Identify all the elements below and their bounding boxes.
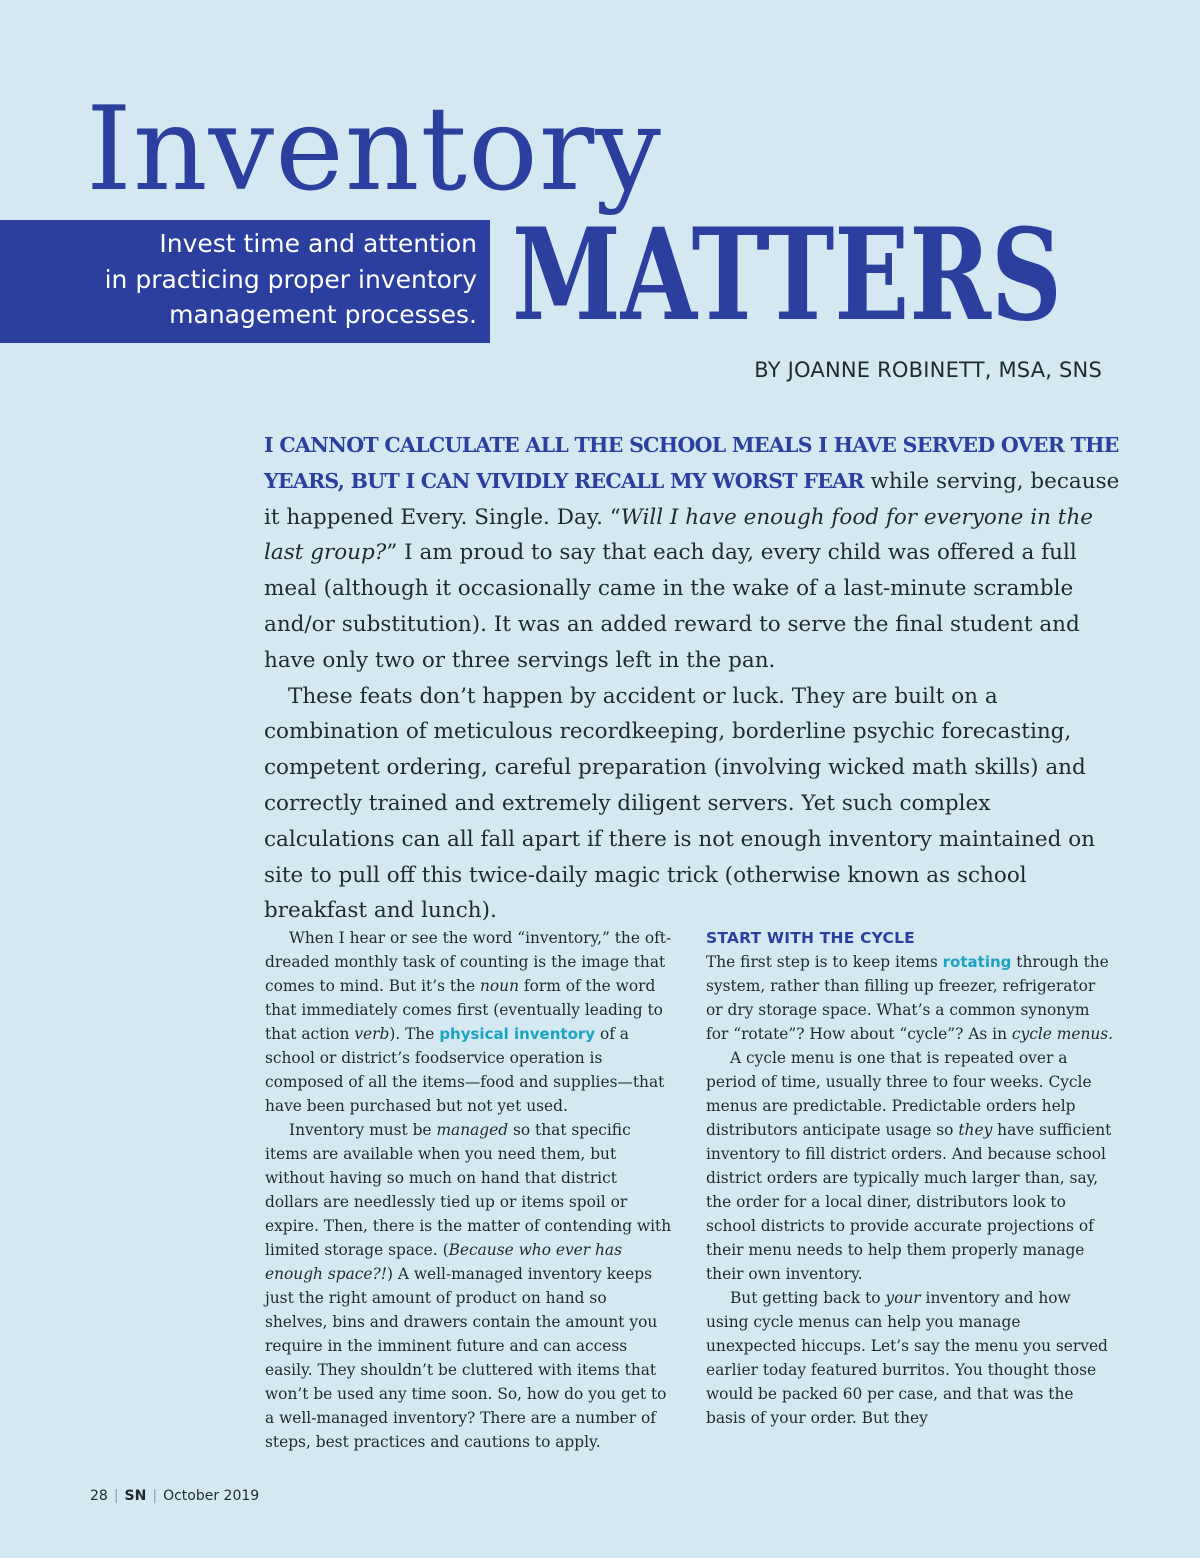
title-inventory: Inventory — [86, 82, 662, 217]
text-italic: they — [958, 1121, 993, 1139]
text-run: ) A well-managed inventory keeps just the right amount of product on hand so shelves, bins and drawers contain the amount you require in the imminent future and can access easily. They shouldn’t be cluttered with items that won’t be used any time soon. So, how do you get to a well-managed inventory? There are a number of steps, best practices and cautions to apply. — [265, 1265, 667, 1451]
lead-paragraph: These feats don’t happen by accident or luck. They are built on a combination of meticulous recordkeeping, borderline psychic forecasting, competent ordering, careful preparation (involving wicked math skills) and correctly trained and extremely diligent servers. Yet such complex calculations can all fall apart if there is not enough inventory maintained on site to pull off this twice-daily magic trick (otherwise known as school breakfast and lunch). — [264, 683, 1095, 924]
text-run: When I hear or see the word “inventory,” the oft-dreaded monthly task of counting is the image that comes to mind. But it’s the — [265, 929, 672, 995]
text-run: have sufficient inventory to fill district orders. And because school district orders are typically much larger than, say, the order for a local diner, distributors look to school districts to provide accurate projections of their menu needs to help them properly manage their own inventory. — [706, 1121, 1112, 1283]
text-italic: your — [885, 1289, 921, 1307]
deck-line: Invest time and attention — [159, 229, 477, 258]
body-paragraph — [706, 1046, 1114, 1286]
text-run: Inventory must be — [289, 1121, 437, 1139]
lead-paragraph — [264, 428, 1124, 679]
text-italic: managed — [436, 1121, 509, 1139]
text-italic: noun — [479, 977, 519, 995]
text-run: through the system, rather than filling up freezer, refrigerator or dry storage space. What’s a common synonym for “rotate”? How about “cycle”? As in — [706, 953, 1109, 1043]
keyword-rotating: rotating — [942, 953, 1012, 971]
lead-caps: I CANNOT CALCULATE ALL THE SCHOOL MEALS I HAVE SERVED OVER THE YEARS, BUT I CAN VIVIDLY RECALL MY WORST FEAR — [264, 433, 1119, 493]
text-italic: Because who ever has enough space?! — [265, 1241, 622, 1283]
deck-line: in practicing proper inventory — [104, 264, 477, 294]
issue-date: October 2019 — [163, 1488, 260, 1504]
page-number: 28 — [90, 1488, 108, 1504]
deck-line: management processes. — [169, 300, 477, 329]
text-run: form of the word that immediately comes first (eventually leading to that action — [265, 977, 663, 1043]
subtitle-deck — [0, 220, 490, 343]
body-column-left — [265, 926, 673, 1454]
text-run: ” I am proud to say that each day, every child was offered a full meal (although it occasionally came in the wake of a last-minute scramble and/or substitution). It was an added reward to serve the final student and have only two or three servings left in the pan. — [264, 540, 1080, 673]
text-italic: cycle menus. — [1011, 1025, 1114, 1043]
keyword-physical-inventory: physical inventory — [439, 1025, 596, 1043]
body-paragraph — [265, 1118, 673, 1454]
text-run: inventory and how using cycle menus can help you manage unexpected hiccups. Let’s say the menu you served earlier today featured burritos. You thought those would be packed 60 per case, and that was the basis of your order. But they — [706, 1289, 1108, 1427]
body-paragraph — [706, 950, 1114, 1046]
section-heading: START WITH THE CYCLE — [706, 929, 915, 947]
byline: BY JOANNE ROBINETT, MSA, SNS — [754, 358, 1102, 382]
lead-quote: Will I have enough food for everyone in the last group? — [264, 504, 1094, 566]
body-column-right — [706, 926, 1114, 1430]
footer-divider: | — [113, 1488, 119, 1504]
magazine-name: SN — [124, 1488, 147, 1504]
text-run: so that specific items are available when you need them, but without having so much on hand that district dollars are needlessly tied up or items spoil or expire. Then, there is the matter of contending with limited storage space. ( — [265, 1121, 672, 1259]
page-footer — [90, 1488, 259, 1504]
text-italic: verb — [354, 1025, 390, 1043]
body-paragraph — [265, 926, 673, 1118]
title-matters: MATTERS — [512, 201, 1062, 349]
footer-divider: | — [152, 1488, 158, 1504]
text-run: But getting back to — [730, 1289, 886, 1307]
text-run: of a school or district’s foodservice operation is composed of all the items—food and supplies—that have been purchased but not yet used. — [265, 1025, 665, 1115]
text-run: while serving, because it happened Every. Single. Day. “ — [264, 468, 1120, 530]
lead-text — [264, 428, 1124, 929]
text-run: A cycle menu is one that is repeated over a period of time, usually three to four weeks. Cycle menus are predictable. Predictable orders help distributors anticipate usage so — [706, 1049, 1092, 1139]
text-run: The first step is to keep items — [706, 953, 943, 971]
text-run: ). The — [389, 1025, 440, 1043]
body-paragraph — [706, 1286, 1114, 1430]
